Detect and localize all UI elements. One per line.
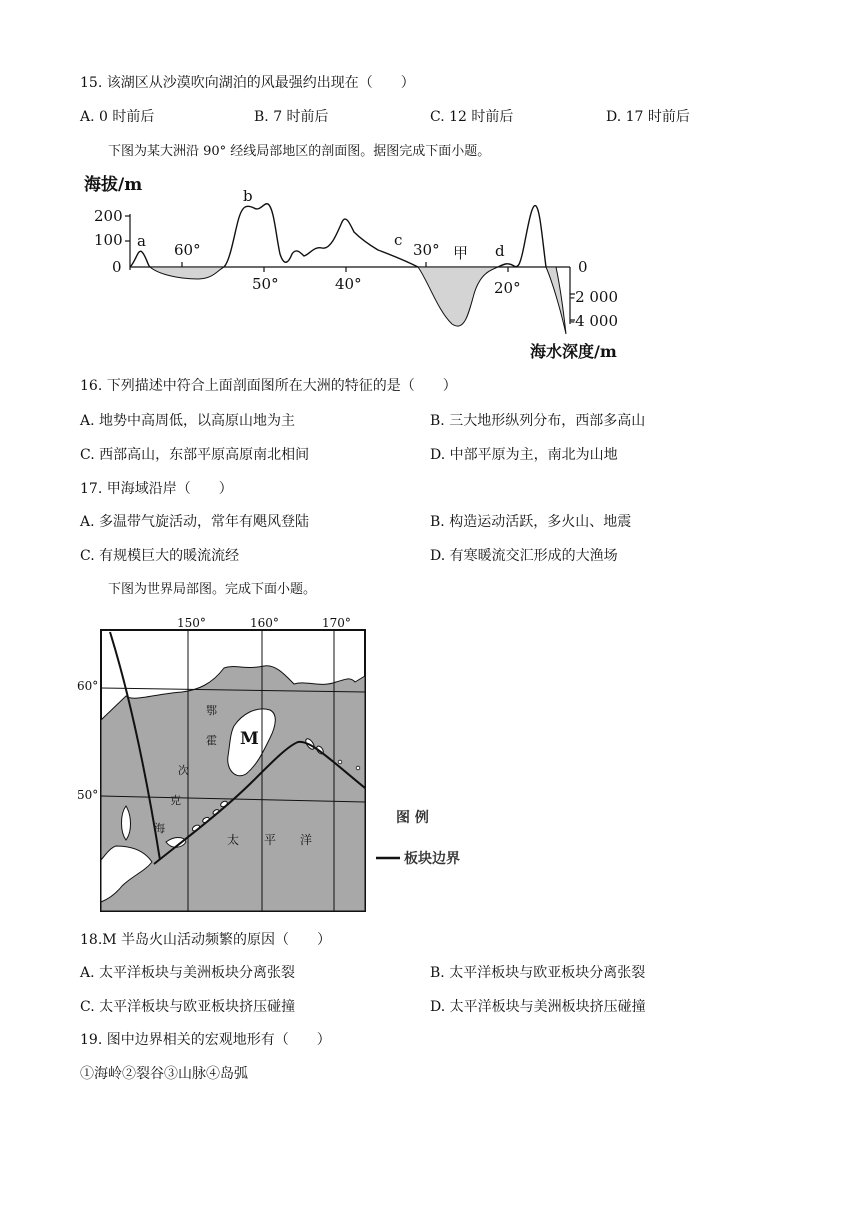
q15-option-b: B. 7 时前后 bbox=[254, 109, 329, 125]
q16-option-d: D. 中部平原为主，南北为山地 bbox=[430, 447, 618, 463]
q15-option-a: A. 0 时前后 bbox=[80, 109, 155, 125]
q17-option-d: D. 有寒暖流交汇形成的大渔场 bbox=[430, 548, 618, 564]
map-legend-title: 图 例 bbox=[396, 810, 429, 826]
profile-y-tick-0: 0 bbox=[112, 258, 122, 276]
profile-y-tick-100: 100 bbox=[94, 231, 123, 249]
map-lon-150: 150° bbox=[177, 616, 206, 630]
profile-y-tick-200: 200 bbox=[94, 207, 123, 225]
q15-stem: 15. 该湖区从沙漠吹向湖泊的风最强约出现在（ ） bbox=[80, 75, 415, 91]
q17-option-b: B. 构造运动活跃，多火山、地震 bbox=[430, 514, 632, 530]
profile-lat-50: 50° bbox=[252, 275, 279, 293]
q18-option-d: D. 太平洋板块与美洲板块挤压碰撞 bbox=[430, 999, 646, 1015]
profile-depth-tick-2000: -2 000 bbox=[570, 288, 619, 306]
profile-depth-title: 海水深度/m bbox=[530, 342, 617, 361]
q16-option-a: A. 地势中高周低，以高原山地为主 bbox=[80, 413, 296, 429]
q17-option-c: C. 有规模巨大的暖流流经 bbox=[80, 548, 240, 564]
profile-intro: 下图为某大洲沿 90° 经线局部地区的剖面图。据图完成下面小题。 bbox=[108, 144, 491, 159]
q17-stem: 17. 甲海域沿岸（ ） bbox=[80, 481, 233, 497]
q16-stem: 16. 下列描述中符合上面剖面图所在大洲的特征的是（ ） bbox=[80, 378, 457, 394]
q18-option-c: C. 太平洋板块与欧亚板块挤压碰撞 bbox=[80, 999, 296, 1015]
map-lat-60: 60° bbox=[77, 679, 99, 693]
profile-point-c: c bbox=[394, 231, 403, 249]
profile-point-a: a bbox=[137, 232, 146, 250]
q19-stem: 19. 图中边界相关的宏观地形有（ ） bbox=[80, 1032, 331, 1048]
profile-y-title: 海拔/m bbox=[84, 175, 143, 195]
q18-option-a: A. 太平洋板块与美洲板块分离张裂 bbox=[80, 965, 296, 981]
profile-point-d: d bbox=[495, 242, 505, 260]
profile-lat-60: 60° bbox=[174, 241, 201, 259]
map-lon-170: 170° bbox=[322, 616, 351, 630]
profile-lat-40: 40° bbox=[335, 275, 362, 293]
q15-option-c: C. 12 时前后 bbox=[430, 109, 514, 125]
map-sea-char-5: 海 bbox=[154, 822, 165, 835]
profile-depth-tick-0: 0 bbox=[578, 258, 588, 276]
q16-option-c: C. 西部高山，东部平原高原南北相间 bbox=[80, 447, 310, 463]
q19-choices: ①海岭②裂谷③山脉④岛弧 bbox=[80, 1066, 248, 1082]
profile-lat-30: 30° bbox=[413, 241, 440, 259]
map-sea-char-1: 鄂 bbox=[206, 704, 217, 717]
map-sea-char-4: 克 bbox=[170, 794, 181, 807]
map-legend-item: 板块边界 bbox=[404, 851, 460, 867]
profile-figure bbox=[78, 166, 658, 366]
profile-lat-20: 20° bbox=[494, 279, 521, 297]
map-sea-char-3: 次 bbox=[178, 764, 189, 777]
profile-point-jia: 甲 bbox=[453, 244, 469, 262]
map-intro: 下图为世界局部图。完成下面小题。 bbox=[108, 582, 317, 597]
map-ocean-char-1: 太 bbox=[227, 833, 240, 847]
map-sea-char-2: 霍 bbox=[206, 734, 217, 747]
profile-depth-tick-4000: -4 000 bbox=[570, 312, 619, 330]
world-map-figure bbox=[74, 610, 494, 916]
map-peninsula-m: M bbox=[240, 729, 259, 749]
map-lon-160: 160° bbox=[250, 616, 279, 630]
map-ocean-char-3: 洋 bbox=[300, 833, 313, 847]
q17-option-a: A. 多温带气旋活动，常年有飓风登陆 bbox=[80, 514, 310, 530]
q18-option-b: B. 太平洋板块与欧亚板块分离张裂 bbox=[430, 965, 646, 981]
map-lat-50: 50° bbox=[77, 788, 99, 802]
q16-option-b: B. 三大地形纵列分布，西部多高山 bbox=[430, 413, 646, 429]
map-ocean-char-2: 平 bbox=[264, 833, 277, 847]
q18-stem: 18.M 半岛火山活动频繁的原因（ ） bbox=[80, 932, 332, 948]
profile-point-b: b bbox=[243, 187, 253, 205]
q15-option-d: D. 17 时前后 bbox=[606, 109, 690, 125]
